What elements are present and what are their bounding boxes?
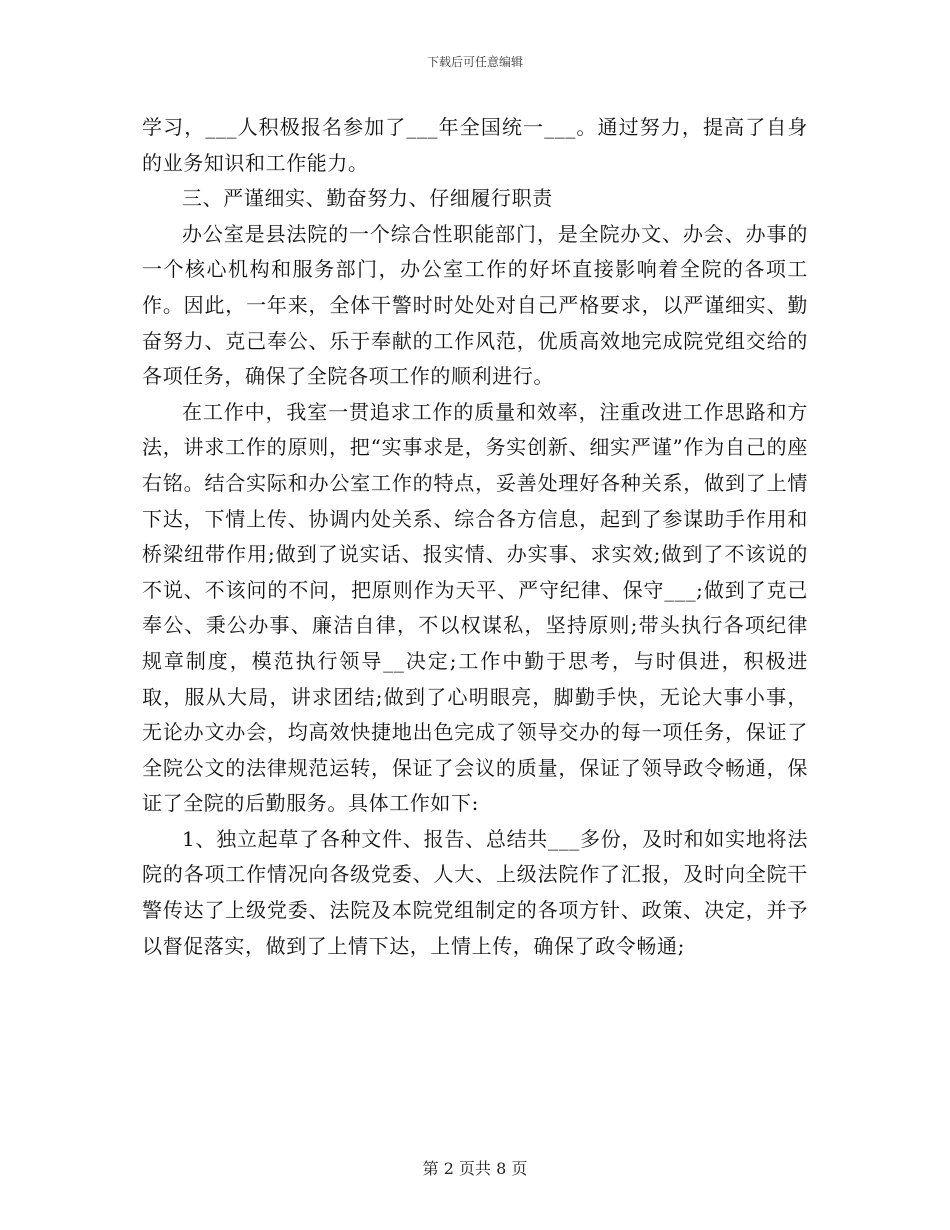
page-footer: 第 2 页共 8 页 bbox=[422, 1159, 528, 1178]
page-header: 下载后可任意编辑 bbox=[426, 55, 523, 69]
document-body bbox=[142, 110, 808, 964]
paragraph-continuation: 学习，___人积极报名参加了___年全国统一___。通过努力，提高了自身的业务知识和工作能力。 bbox=[142, 115, 808, 175]
paragraph-item-1: 1、独立起草了各种文件、报告、总结共___多份，及时和如实地将法院的各项工作情况向各级党委、人大、上级法院作了汇报，及时向全院干警传达了上级党委、法院及本院党组制定的各项方针、政策、决定，并予以督促落实，做到了上情下达，上情上传，确保了政令畅通; bbox=[142, 826, 808, 958]
section-heading: 三、严谨细实、勤奋努力、仔细履行职责 bbox=[182, 186, 553, 211]
paragraph-office-role: 办公室是县法院的一个综合性职能部门，是全院办文、办会、办事的一个核心机构和服务部门，办公室工作的好坏直接影响着全院的各项工作。因此，一年来，全体干警时时处处对自己严格要求，以严谨细实、勤奋努力、克己奉公、乐于奉献的工作风范，优质高效地完成院党组交给的各项任务，确保了全院各项工作的顺利进行。 bbox=[142, 221, 808, 389]
paragraph-work-principles: 在工作中，我室一贯追求工作的质量和效率，注重改进工作思路和方法，讲求工作的原则，把“实事求是，务实创新、细实严谨”作为自己的座右铭。结合实际和办公室工作的特点，妥善处理好各种关系，做到了上情下达，下情上传、协调内处关系、综合各方信息，起到了参谋助手作用和桥梁纽带作用;做到了说实话、报实情、办实事、求实效;做到了不该说的不说、不该问的不问，把原则作为天平、严守纪律、保守___;做到了克己奉公、秉公办事、廉洁自律，不以权谋私，坚持原则;带头执行各项纪律规章制度，模范执行领导__决定;工作中勤于思考，与时俱进，积极进取，服从大局，讲求团结;做到了心明眼亮，脚勤手快，无论大事小事，无论办文办会，均高效快捷地出色完成了领导交办的每一项任务，保证了全院公文的法律规范运转，保证了会议的质量，保证了领导政令畅通，保证了全院的后勤服务。具体工作如下: bbox=[142, 399, 808, 816]
